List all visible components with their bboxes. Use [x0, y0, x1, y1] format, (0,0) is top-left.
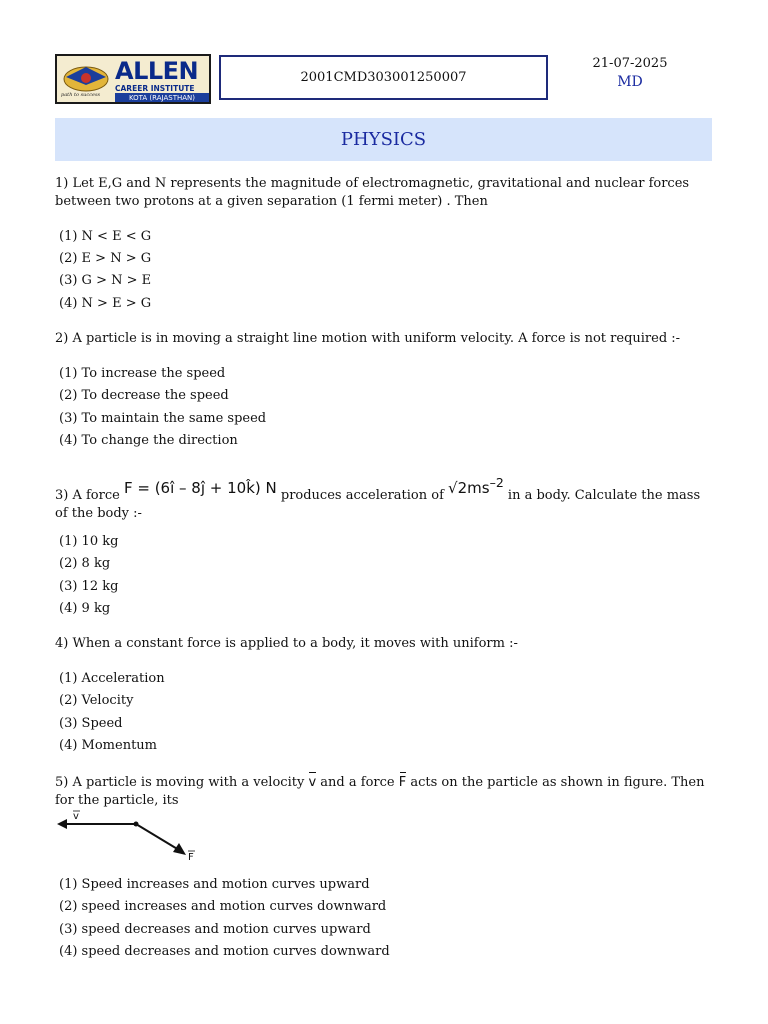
force-vector-symbol: F — [398, 775, 407, 790]
question-3-option-2[interactable]: (2) 8 kg — [59, 556, 111, 571]
question-5-text-end: acts on the particle as shown in figure. Then for the particle, its — [55, 775, 705, 808]
question-3-option-4[interactable]: (4) 9 kg — [59, 601, 111, 616]
velocity-arrowhead-icon — [57, 819, 67, 829]
question-4: 4) When a constant force is applied to a body, it moves with uniform :- — [55, 636, 518, 651]
acceleration-formula — [448, 475, 504, 497]
question-3-option-1[interactable]: (1) 10 kg — [59, 534, 119, 549]
paper-date: 21-07-2025 — [592, 56, 668, 71]
force-formula: F = (6î – 8ĵ + 10k̂) N — [123, 479, 277, 497]
logo-subtitle: CAREER INSTITUTE — [115, 84, 195, 93]
velocity-vector-symbol: v — [308, 775, 317, 790]
question-3-text-start: 3) A force — [55, 488, 120, 503]
question-1: 1) Let E,G and N represents the magnitude of electromagnetic, gravitational and nuclear forces between two protons at a given separation (1 fermi meter) . Then — [55, 176, 690, 209]
force-arrow-line — [136, 824, 179, 850]
question-5 — [55, 774, 715, 810]
logo-location: KOTA (RAJASTHAN) — [115, 93, 209, 103]
subject-heading — [55, 118, 712, 161]
acceleration-value: √2ms — [448, 479, 490, 497]
logo-tagline: path to success — [61, 92, 101, 98]
subject-title: PHYSICS — [340, 129, 427, 150]
question-5-option-4[interactable]: (4) speed decreases and motion curves downward — [59, 944, 390, 959]
question-5-option-3[interactable]: (3) speed decreases and motion curves upward — [59, 922, 371, 937]
question-4-option-2[interactable]: (2) Velocity — [59, 693, 134, 708]
question-4-option-4[interactable]: (4) Momentum — [59, 738, 158, 753]
allen-logo — [55, 54, 211, 104]
question-4-option-1[interactable]: (1) Acceleration — [59, 671, 165, 686]
figure-v-label: v — [73, 811, 79, 822]
question-2-option-3[interactable]: (3) To maintain the same speed — [59, 411, 267, 426]
question-5-text-start: 5) A particle is moving with a velocity — [55, 775, 305, 790]
question-3-text-middle: produces acceleration of — [280, 488, 444, 503]
logo-wordmark: ALLEN — [115, 57, 199, 85]
question-4-option-3[interactable]: (3) Speed — [59, 716, 123, 731]
paper-code-box — [219, 55, 548, 100]
question-5-text-middle: and a force — [320, 775, 395, 790]
force-arrowhead-icon — [173, 843, 186, 855]
question-5-option-2[interactable]: (2) speed increases and motion curves downward — [59, 899, 387, 914]
question-1-option-1[interactable]: (1) N < E < G — [59, 229, 152, 244]
figure-f-label: F — [188, 852, 194, 863]
question-2: 2) A particle is in moving a straight line motion with uniform velocity. A force is not required :- — [55, 331, 681, 346]
question-3 — [55, 475, 715, 523]
paper-mode: MD — [617, 74, 643, 90]
question-1-option-2[interactable]: (2) E > N > G — [59, 251, 152, 266]
paper-code: 2001CMD303001250007 — [300, 70, 467, 85]
question-3-option-3[interactable]: (3) 12 kg — [59, 579, 119, 594]
question-1-option-4[interactable]: (4) N > E > G — [59, 296, 152, 311]
question-1-option-3[interactable]: (3) G > N > E — [59, 273, 152, 288]
velocity-force-figure — [55, 810, 205, 865]
question-2-option-1[interactable]: (1) To increase the speed — [59, 366, 226, 381]
question-5-option-1[interactable]: (1) Speed increases and motion curves upward — [59, 877, 370, 892]
question-3-text-end: in a body. Calculate the mass of the body :- — [55, 488, 701, 521]
question-2-option-2[interactable]: (2) To decrease the speed — [59, 388, 229, 403]
question-2-option-4[interactable]: (4) To change the direction — [59, 433, 238, 448]
acceleration-exponent: –2 — [489, 475, 504, 490]
